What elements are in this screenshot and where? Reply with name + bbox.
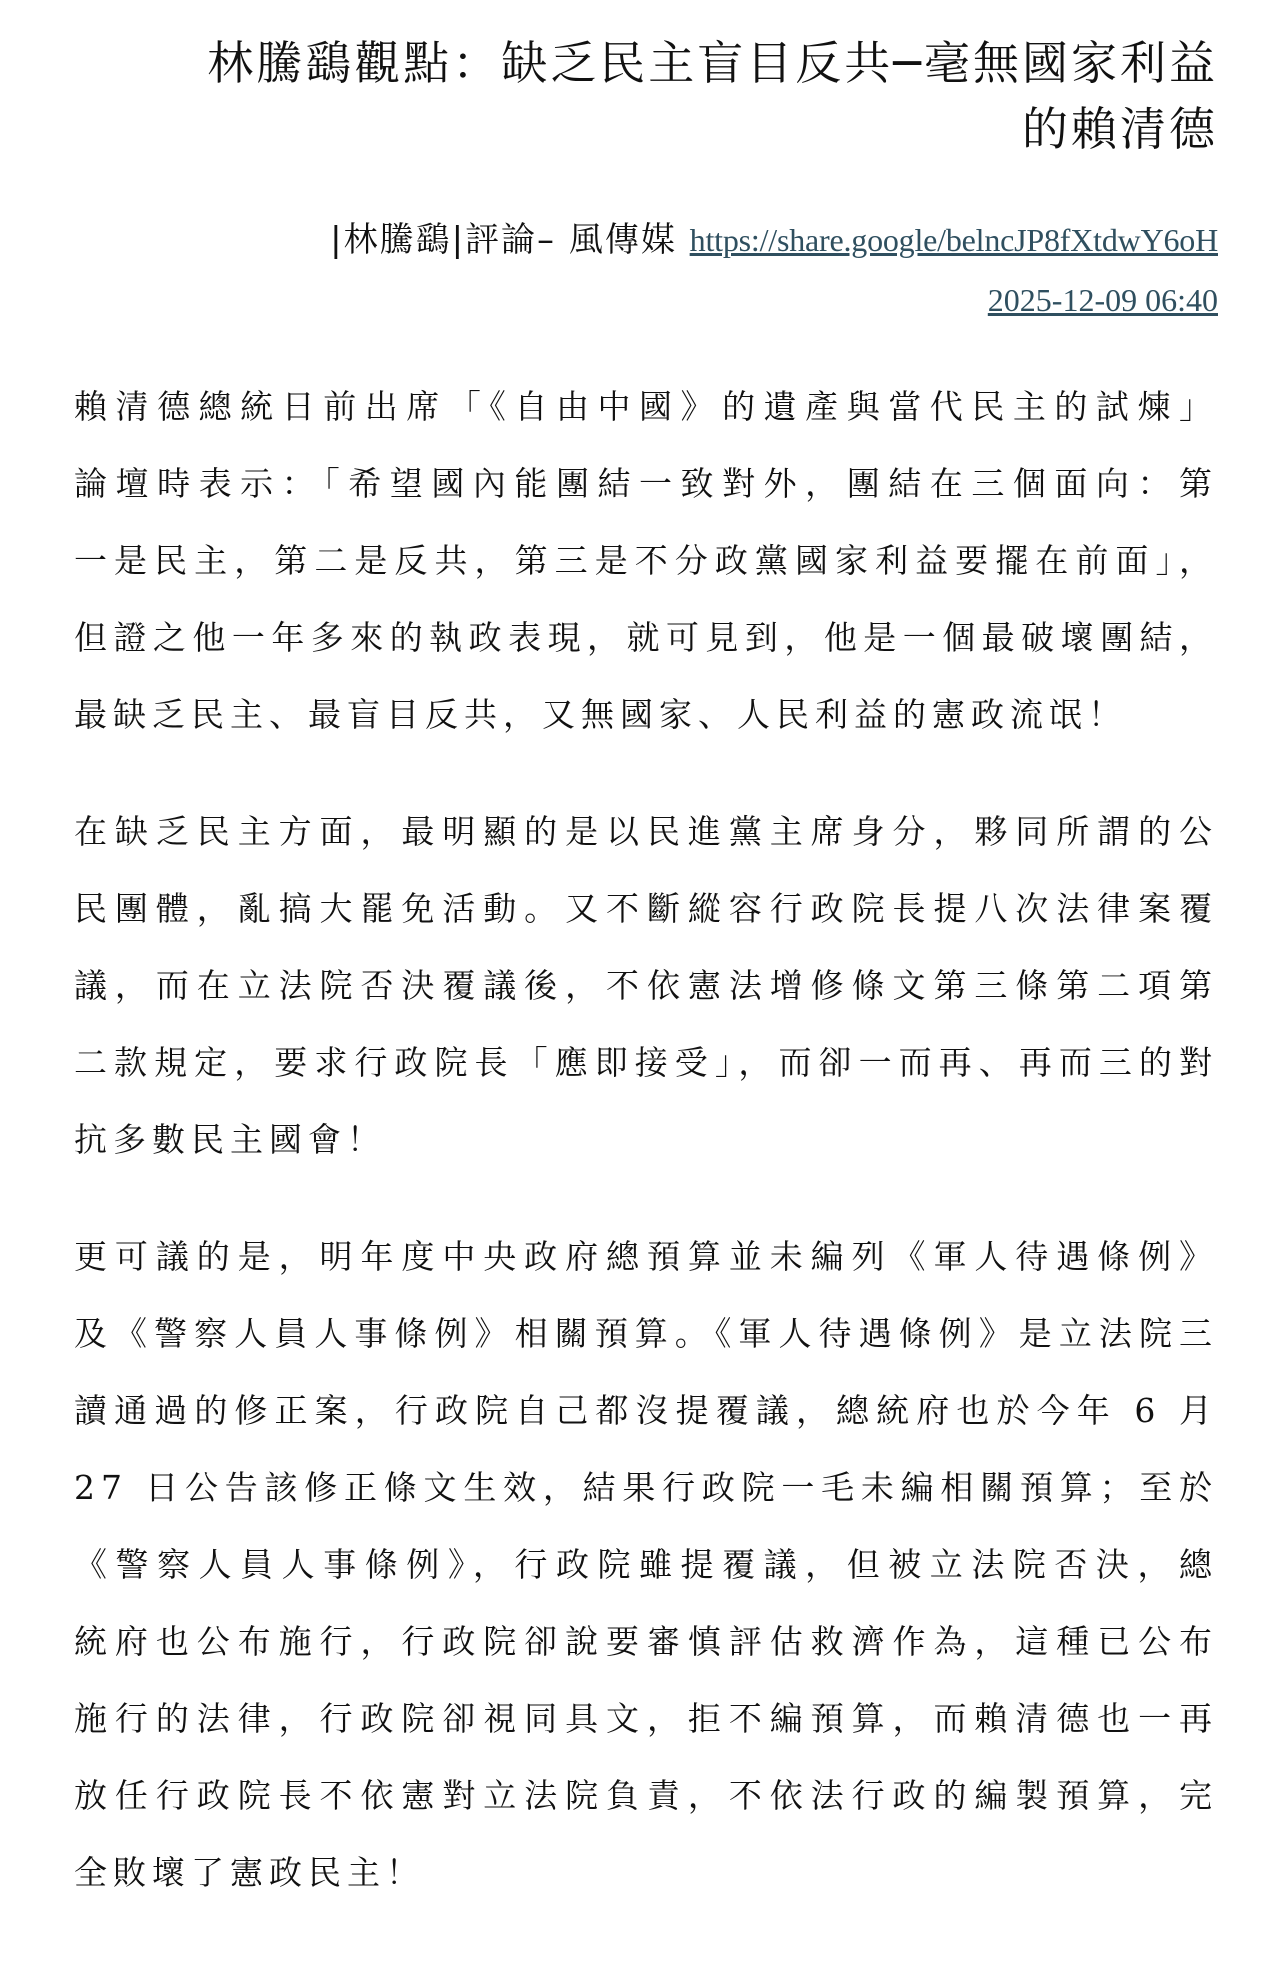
paragraph-line: 全敗壞了憲政民主！ [74,1853,425,1892]
paragraph-line: 27 日公告該修正條文生效，結果行政院一毛未編相關預算；至於 [74,1468,1218,1507]
byline [74,208,1218,272]
paragraph-2 [74,793,1218,1178]
article-title [74,30,1218,162]
paragraph-line: 抗多數民主國會！ [74,1120,386,1159]
paragraph-line: 二款規定，要求行政院長「應即接受」，而卻一而再、再而三的對 [74,1043,1218,1082]
paragraph-line: 但證之他一年多來的執政表現，就可見到，他是一個最破壞團結， [74,618,1218,657]
paragraph-line: 賴清德總統日前出席「《自由中國》的遺產與當代民主的試煉」 [74,387,1218,426]
paragraph-line: 一是民主，第二是反共，第三是不分政黨國家利益要擺在前面」， [74,541,1218,580]
paragraph-1 [74,368,1218,753]
paragraph-line: 及《警察人員人事條例》相關預算。《軍人待遇條例》是立法院三 [74,1314,1218,1353]
publish-datetime: 2025-12-09 06:40 [987,282,1218,318]
paragraph-line: 更可議的是，明年度中央政府總預算並未編列《軍人待遇條例》 [74,1237,1218,1276]
paragraph-line: 統府也公布施行，行政院卻說要審慎評估救濟作為，這種已公布 [74,1622,1218,1661]
paragraph-line: 最缺乏民主、最盲目反共，又無國家、人民利益的憲政流氓！ [74,695,1127,734]
paragraph-line: 論壇時表示：「希望國內能團結一致對外，團結在三個面向：第 [74,464,1218,503]
paragraph-line: 在缺乏民主方面，最明顯的是以民進黨主席身分，夥同所謂的公 [74,812,1218,851]
paragraph-line: 施行的法律，行政院卻視同具文，拒不編預算，而賴清德也一再 [74,1699,1218,1738]
source-link[interactable]: https://share.google/belncJP8fXtdwY6oH [689,222,1218,258]
article-body [74,368,1218,1911]
paragraph-3 [74,1218,1218,1911]
paragraph-line: 議，而在立法院否決覆議後，不依憲法增修條文第三條第二項第 [74,966,1218,1005]
article-page [74,30,1218,1951]
paragraph-line: 《警察人員人事條例》，行政院雖提覆議，但被立法院否決，總 [74,1545,1218,1584]
paragraph-line: 放任行政院長不依憲對立法院負責，不依法行政的編製預算，完 [74,1776,1218,1815]
title-line-2: 的賴清德 [1022,102,1218,156]
title-line-1: 林騰鷂觀點：缺乏民主盲目反共─毫無國家利益 [207,36,1218,90]
paragraph-line: 民團體，亂搞大罷免活動。又不斷縱容行政院長提八次法律案覆 [74,889,1218,928]
paragraph-line: 讀通過的修正案，行政院自己都沒提覆議，總統府也於今年 6 月 [74,1391,1218,1430]
byline-author: |林騰鷂|評論– 風傳媒 [330,220,690,260]
